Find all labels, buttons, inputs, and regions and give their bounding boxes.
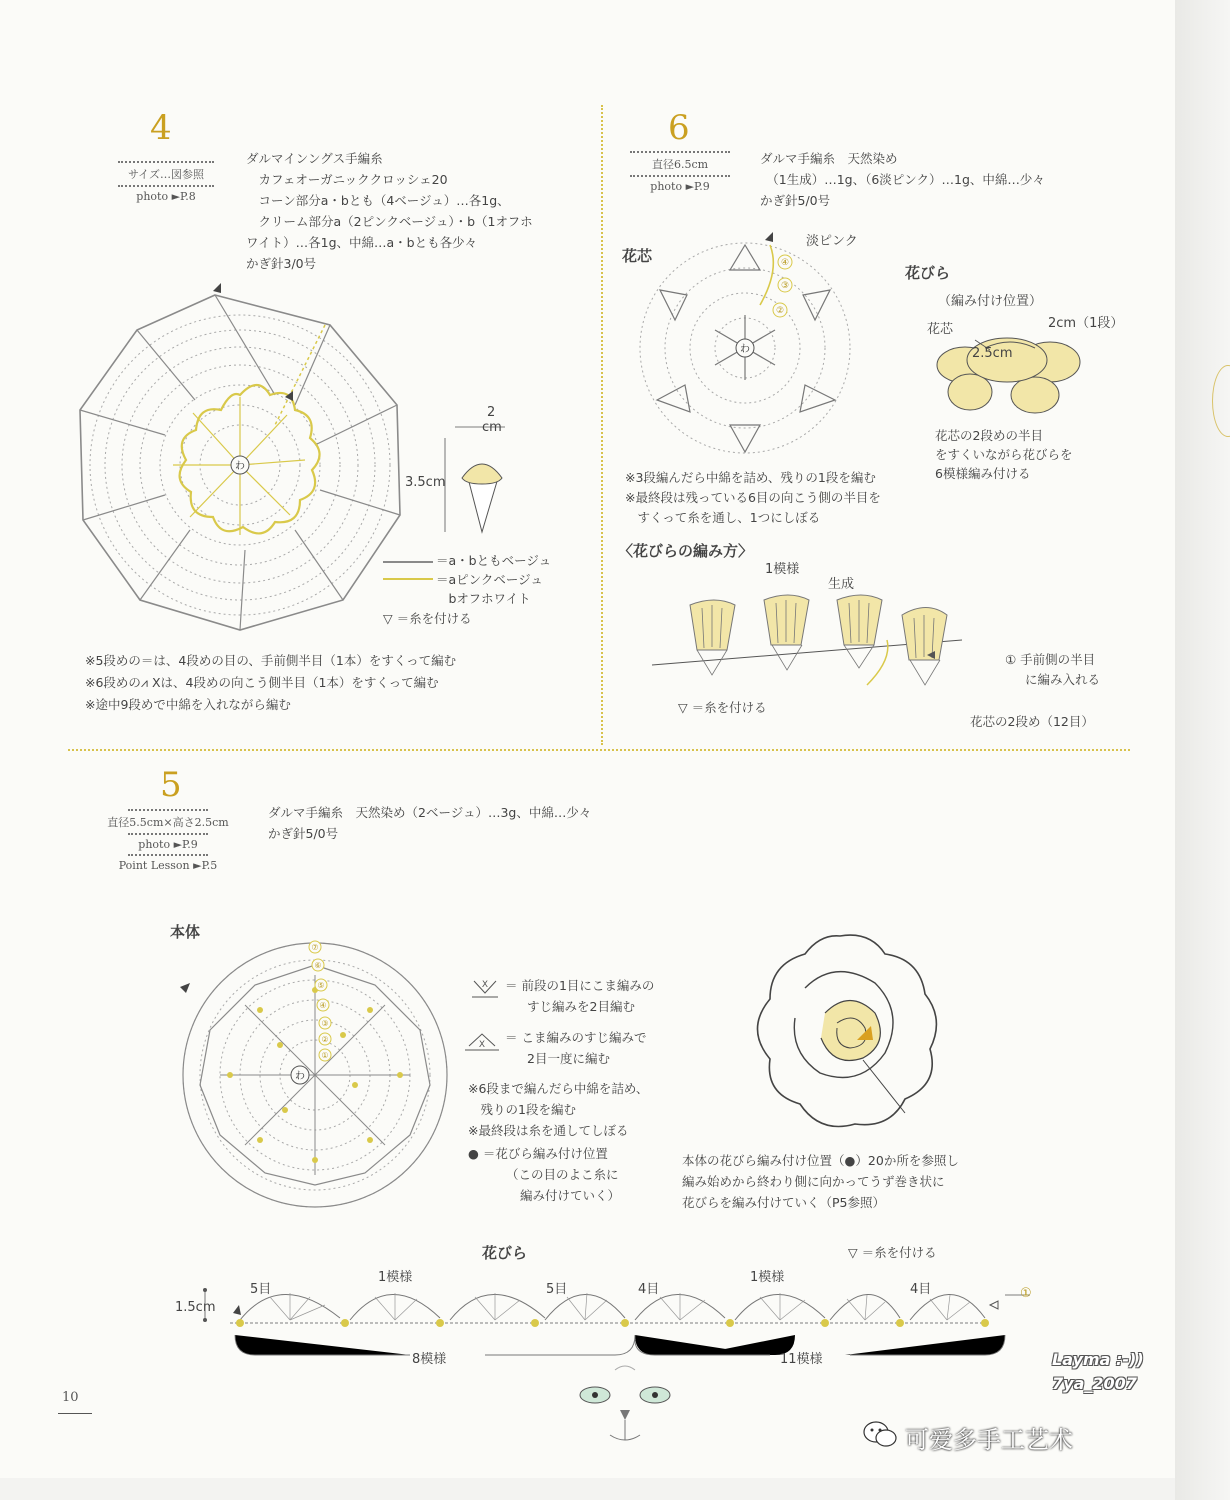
petal-notes-6: 花芯の2段めの半目 をすくいながら花びらを 6模様編み付ける [935, 428, 1073, 481]
petal-count-11: 11模様 [780, 1352, 823, 1367]
pattern-5-notes: ※6段まで編んだら中綿を詰め、 残りの1段を編む ※最終段は糸を通してしぼる [468, 1081, 649, 1138]
pattern-5-photo-ref: photo ►P.9 [138, 838, 198, 851]
cat-face-illustration [570, 1365, 680, 1455]
pattern-6-chart [635, 240, 860, 465]
dimension-width-unit: cm [482, 420, 502, 435]
pattern-5-center-mark: わ [295, 1071, 305, 1082]
svg-text:X: X [478, 1040, 486, 1050]
petal-label-5: 4目 [910, 1282, 932, 1297]
rose-illustration [745, 928, 945, 1153]
round-1: ① [321, 1051, 329, 1060]
round-2: ② [775, 306, 785, 316]
pattern-4-meta [118, 158, 214, 203]
stitch-legend-dec: ＝ こま編みのすじ編みで 2目一度に編む [505, 1030, 647, 1066]
page-edge [1175, 0, 1230, 1500]
pattern-6-center-label: 花芯 [622, 247, 653, 265]
round-5: ⑤ [317, 981, 325, 990]
pattern-4-legend: ＝a・bともベージュ ＝aピンクベージュ bオフホワイト [436, 553, 552, 606]
pattern-4-size: サイズ…図参照 [127, 168, 205, 181]
petal-label-2: 5目 [546, 1282, 568, 1297]
round-6: ⑥ [314, 961, 322, 970]
dimension-height: 3.5cm [405, 475, 446, 490]
pattern-6-notes: ※3段編んだら中綿を詰め、残りの1段を編む ※最終段は残っている6目の向こう側の半目を すくって糸を通し、1つにしぼる [625, 470, 881, 525]
petal-method-chart [652, 590, 982, 700]
wechat-icon [862, 1420, 898, 1450]
pattern-5-materials: ダルマ手編糸 天然染め（2ベージュ）…3g、中綿…少々 かぎ針5/0号 [268, 805, 592, 841]
stitch-legend-inc: ＝ 前段の1目にこま編みの すじ編みを2目編む [505, 978, 655, 1014]
method-attach-legend: ▽ ＝糸を付ける [678, 700, 767, 715]
petal-subtitle-6: （編み付け位置） [938, 294, 1043, 309]
svg-text:X: X [481, 980, 489, 990]
round-4: ④ [780, 258, 790, 268]
page-number-rule [58, 1413, 92, 1414]
petal-label-4: 1模様 [750, 1270, 785, 1285]
pattern-5-size: 直径5.5cm×高さ2.5cm [107, 816, 229, 829]
round-3: ③ [321, 1019, 329, 1028]
petal-illustration-6 [935, 320, 1085, 420]
pattern-4-photo-ref: photo ►P.8 [136, 190, 196, 203]
petal-2cm-label: 2cm（1段） [1048, 316, 1124, 331]
stitch-symbol-inc [470, 975, 500, 999]
method-round2-label: 花芯の2段め（12目） [970, 714, 1094, 729]
round-3: ③ [780, 281, 790, 291]
petal-height-label: 1.5cm [175, 1300, 216, 1315]
petal-label-1: 1模様 [378, 1270, 413, 1285]
pattern-number-4: 4 [150, 108, 172, 148]
petal-label-0: 5目 [250, 1282, 272, 1297]
horizontal-divider [68, 749, 1130, 751]
vertical-divider [601, 105, 603, 745]
method-pattern-label: 1模様 [765, 562, 800, 577]
pattern-4-center-mark: わ [235, 461, 245, 472]
round-2: ② [321, 1035, 329, 1044]
dimension-width: 2 [487, 405, 496, 420]
petal-start-mark: ① [1020, 1286, 1032, 1301]
pattern-4-attach-legend: ▽ ＝糸を付ける [383, 611, 472, 626]
pattern-6-photo-ref: photo ►P.9 [650, 180, 710, 193]
round-4: ④ [319, 1001, 327, 1010]
petal-25cm-label: 2.5cm [972, 346, 1013, 361]
signature-line-1: Layma :-)) [1052, 1350, 1144, 1369]
pattern-5-meta [88, 806, 248, 872]
pattern-4-legend-lines [383, 555, 433, 585]
pattern-6-meta [630, 148, 730, 193]
pattern-4-chart [75, 285, 415, 645]
body-label: 本体 [170, 923, 201, 941]
pattern-6-center-mark: わ [740, 344, 750, 355]
method-color-label: 生成 [828, 577, 855, 592]
watermark-text: 可爱多手工艺术 [905, 1426, 1073, 1454]
page-number: 10 [62, 1390, 79, 1405]
pattern-5-chart [175, 935, 460, 1215]
pattern-4-notes: ※5段めの＝は、4段めの目の、手前側半目（1本）をすくって編む ※6段めの⩘ Xは、4段めの向こう側半目（1本）をすくって編む ※途中9段めで中綿を入れながら編む [85, 653, 457, 712]
petal-strip-chart [195, 1275, 1055, 1370]
petal-method-title: 〈花びらの編み方〉 [618, 542, 754, 560]
petal-position-legend: ● ＝花びら編み付け位置 （この目のよこ糸に 編み付けていく） [468, 1146, 621, 1203]
petal-attach-legend-5: ▽ ＝糸を付ける [848, 1245, 937, 1260]
petal-label-3: 4目 [638, 1282, 660, 1297]
pattern-6-color-label: 淡ピンク [806, 234, 858, 249]
round-7: ⑦ [311, 943, 319, 952]
petal-title-6: 花びら [905, 264, 951, 282]
pattern-number-6: 6 [668, 108, 690, 148]
pattern-6-size: 直径6.5cm [651, 158, 709, 171]
signature-line-2: 7ya_2007 [1052, 1374, 1137, 1393]
method-right-note: ① 手前側の半目 に編み入れる [1005, 652, 1101, 687]
pattern-5-lesson-ref: Point Lesson ►P.5 [118, 859, 218, 872]
pattern-6-materials: ダルマ手編糸 天然染め （1生成）…1g、（6淡ピンク）…1g、中綿…少々 かぎ針5/0号 [760, 151, 1045, 208]
stitch-symbol-dec [465, 1028, 500, 1052]
rose-notes: 本体の花びら編み付け位置（●）20か所を参照し 編み始めから終わり側に向かってうず巻き状に 花びらを編み付けていく（P5参照） [682, 1153, 959, 1210]
petal-center-label: 花芯 [927, 322, 954, 337]
pattern-number-5: 5 [160, 765, 182, 805]
petal-title-5: 花びら [482, 1244, 528, 1262]
petal-count-8: 8模様 [412, 1352, 447, 1367]
pattern-4-materials: ダルマインングス手編糸 カフェオーガニッククロッシェ20 コーン部分a・bとも（4ベージュ）…各1g、 クリーム部分a（2ピンクベージュ）・b（1オフホ ワイト）…各1g、中綿…a・bとも各少々 かぎ針3/0号 [246, 151, 533, 271]
pattern-4-cone-illustration [440, 420, 520, 540]
